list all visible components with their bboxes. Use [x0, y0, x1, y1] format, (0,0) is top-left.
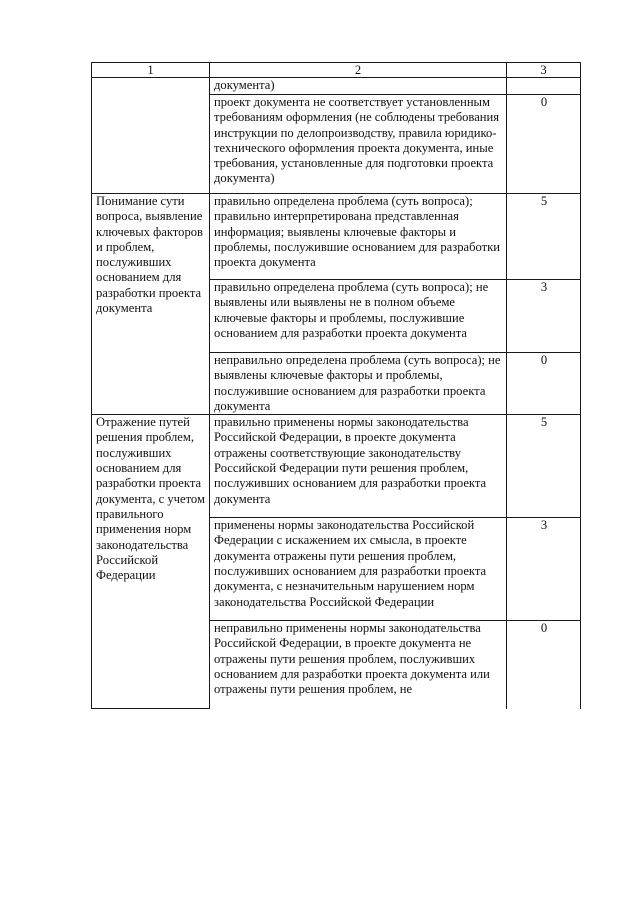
criterion-cell [92, 78, 210, 194]
description-cell: применены нормы законодательства Российской Федерации с искажением их смысла, в проекте документа отражены пути решения проблем, послуживших основанием для разработки проекта документа, с незначительным нарушением норм законодательства Российской Федерации [210, 518, 507, 621]
score-cell: 5 [507, 415, 581, 518]
table-row [92, 415, 581, 518]
score-cell: 0 [507, 621, 581, 709]
description-cell: неправильно применены нормы законодательства Российской Федерации, в проекте документа не отражены пути решения проблем, послуживших основанием для разработки проекта документа или отражены пути решения проблем, не [210, 621, 507, 709]
header-cell-criterion: 1 [92, 63, 210, 78]
evaluation-criteria-table [91, 62, 581, 709]
score-cell: 0 [507, 353, 581, 415]
description-cell: проект документа не соответствует установленным требованиям оформления (не соблюдены требования инструкции по делопроизводству, правила юридико-технического оформления проекта документа, иные требования, установленные для подготовки проекта документа) [210, 95, 507, 194]
criterion-cell: Понимание сути вопроса, выявление ключевых факторов и проблем, послуживших основанием для разработки проекта документа [92, 194, 210, 415]
score-cell: 3 [507, 280, 581, 353]
description-cell: документа) [210, 78, 507, 95]
table-row [92, 78, 581, 95]
description-cell: правильно определена проблема (суть вопроса); не выявлены или выявлены не в полном объеме ключевые факторы и проблемы, послужившие основанием для разработки проекта документа [210, 280, 507, 353]
table-header-row [92, 63, 581, 78]
score-cell: 3 [507, 518, 581, 621]
score-cell [507, 78, 581, 95]
description-cell: правильно применены нормы законодательства Российской Федерации, в проекте документа отражены соответствующие законодательству Российской Федерации пути решения проблем, послуживших основанием для разработки проекта документа [210, 415, 507, 518]
header-cell-description: 2 [210, 63, 507, 78]
description-cell: неправильно определена проблема (суть вопроса); не выявлены ключевые факторы и проблемы, послужившие основанием для разработки проекта документа [210, 353, 507, 415]
score-cell: 0 [507, 95, 581, 194]
score-cell: 5 [507, 194, 581, 280]
criterion-cell: Отражение путей решения проблем, послуживших основанием для разработки проекта документа, с учетом правильного применения норм законодательства Российской Федерации [92, 415, 210, 709]
description-cell: правильно определена проблема (суть вопроса); правильно интерпретирована представленная информация; выявлены ключевые факторы и проблемы, послужившие основанием для разработки проекта документа [210, 194, 507, 280]
header-cell-score: 3 [507, 63, 581, 78]
table-row [92, 194, 581, 280]
